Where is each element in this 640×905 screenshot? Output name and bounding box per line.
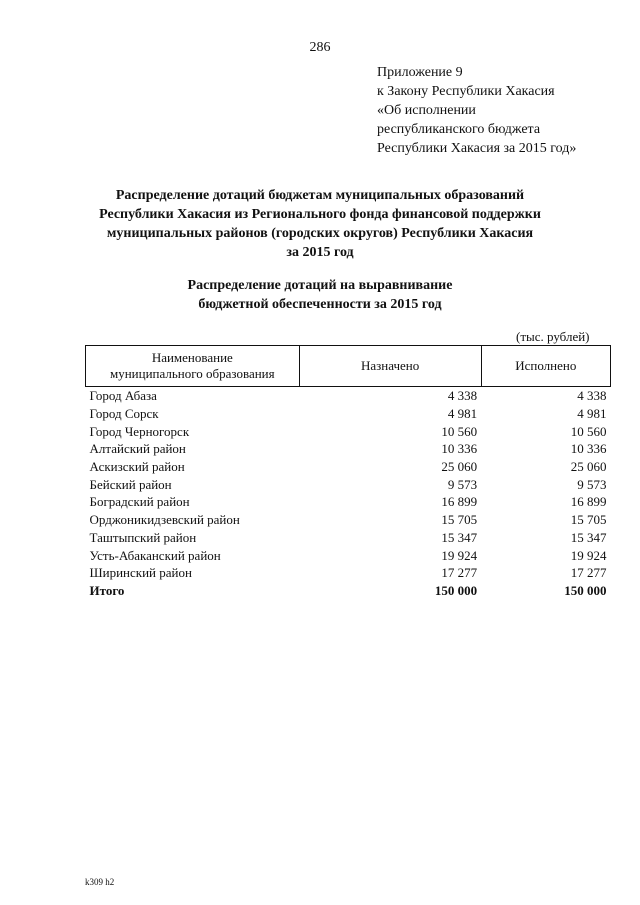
executed-cell: 15 705 <box>570 512 607 528</box>
executed-cell: 4 338 <box>577 388 607 404</box>
municipality-cell: Бейский район <box>89 476 172 492</box>
appendix-reference <box>377 63 576 158</box>
municipality-cell: Ширинский район <box>89 565 192 581</box>
table-total-row <box>86 582 611 600</box>
assigned-cell: 10 336 <box>441 441 478 457</box>
executed-cell: 25 060 <box>570 459 607 475</box>
table-row <box>86 475 611 493</box>
table-row <box>86 422 611 440</box>
footer-code: k309 h2 <box>85 877 115 887</box>
municipality-cell: Боградский район <box>89 494 190 510</box>
table-body <box>86 387 611 600</box>
table-subtitle <box>0 276 640 314</box>
municipality-cell: Город Сорск <box>89 406 159 422</box>
table-row <box>86 405 611 423</box>
page-number: 286 <box>309 40 331 55</box>
subsidies-table <box>85 345 611 599</box>
assigned-cell: 150 000 <box>434 582 478 598</box>
assigned-cell: 10 560 <box>441 423 478 439</box>
table-row <box>86 564 611 582</box>
subtitle-line: бюджетной обеспеченности за 2015 год <box>198 297 442 312</box>
appendix-line: республиканского бюджета <box>377 122 541 137</box>
assigned-cell: 4 338 <box>447 388 478 404</box>
appendix-line: к Закону Республики Хакасия <box>377 84 555 99</box>
assigned-cell: 9 573 <box>447 476 478 492</box>
executed-cell: 17 277 <box>570 565 607 581</box>
executed-cell: 16 899 <box>570 494 607 510</box>
executed-cell: 10 336 <box>570 441 607 457</box>
title-line: Распределение дотаций бюджетам муниципальных образований <box>115 188 525 203</box>
table-row <box>86 511 611 529</box>
municipality-cell: Аскизский район <box>89 459 185 475</box>
assigned-cell: 4 981 <box>447 406 478 422</box>
title-line: муниципальных районов (городских округов) Республики Хакасия <box>106 226 534 241</box>
municipality-cell: Город Черногорск <box>89 423 190 439</box>
header-assigned: Назначено <box>299 346 481 387</box>
assigned-cell: 17 277 <box>441 565 478 581</box>
executed-cell: 10 560 <box>570 423 607 439</box>
table-row <box>86 440 611 458</box>
table-row <box>86 529 611 547</box>
appendix-line: Приложение 9 <box>377 65 463 80</box>
table-row <box>86 493 611 511</box>
executed-cell: 15 347 <box>570 529 607 545</box>
assigned-cell: 15 347 <box>441 529 478 545</box>
table-header-row <box>86 346 611 387</box>
municipality-cell: Таштыпский район <box>89 529 197 545</box>
appendix-line: Республики Хакасия за 2015 год» <box>377 141 577 156</box>
header-municipality-line2: муниципального образования <box>110 366 275 381</box>
header-municipality-line1: Наименование <box>151 350 233 365</box>
municipality-cell: Город Абаза <box>89 388 157 404</box>
units-label: (тыс. рублей) <box>516 329 590 344</box>
executed-cell: 150 000 <box>564 582 607 598</box>
subtitle-line: Распределение дотаций на выравнивание <box>187 278 453 293</box>
table-row <box>86 387 611 405</box>
document-title <box>0 186 640 262</box>
municipality-cell: Алтайский район <box>89 441 186 457</box>
assigned-cell: 15 705 <box>441 512 478 528</box>
municipality-cell: Орджоникидзевский район <box>89 512 240 528</box>
table-row <box>86 458 611 476</box>
title-line: Республики Хакасия из Регионального фонда финансовой поддержки <box>99 207 541 222</box>
header-executed: Исполнено <box>481 346 610 387</box>
assigned-cell: 16 899 <box>441 494 478 510</box>
executed-cell: 9 573 <box>577 476 607 492</box>
header-municipality <box>86 346 300 387</box>
appendix-line: «Об исполнении <box>377 103 476 118</box>
executed-cell: 4 981 <box>577 406 607 422</box>
title-line: за 2015 год <box>286 245 354 260</box>
municipality-cell: Итого <box>89 582 125 598</box>
table-row <box>86 546 611 564</box>
assigned-cell: 19 924 <box>441 547 478 563</box>
executed-cell: 19 924 <box>570 547 607 563</box>
assigned-cell: 25 060 <box>441 459 478 475</box>
municipality-cell: Усть-Абаканский район <box>89 547 221 563</box>
